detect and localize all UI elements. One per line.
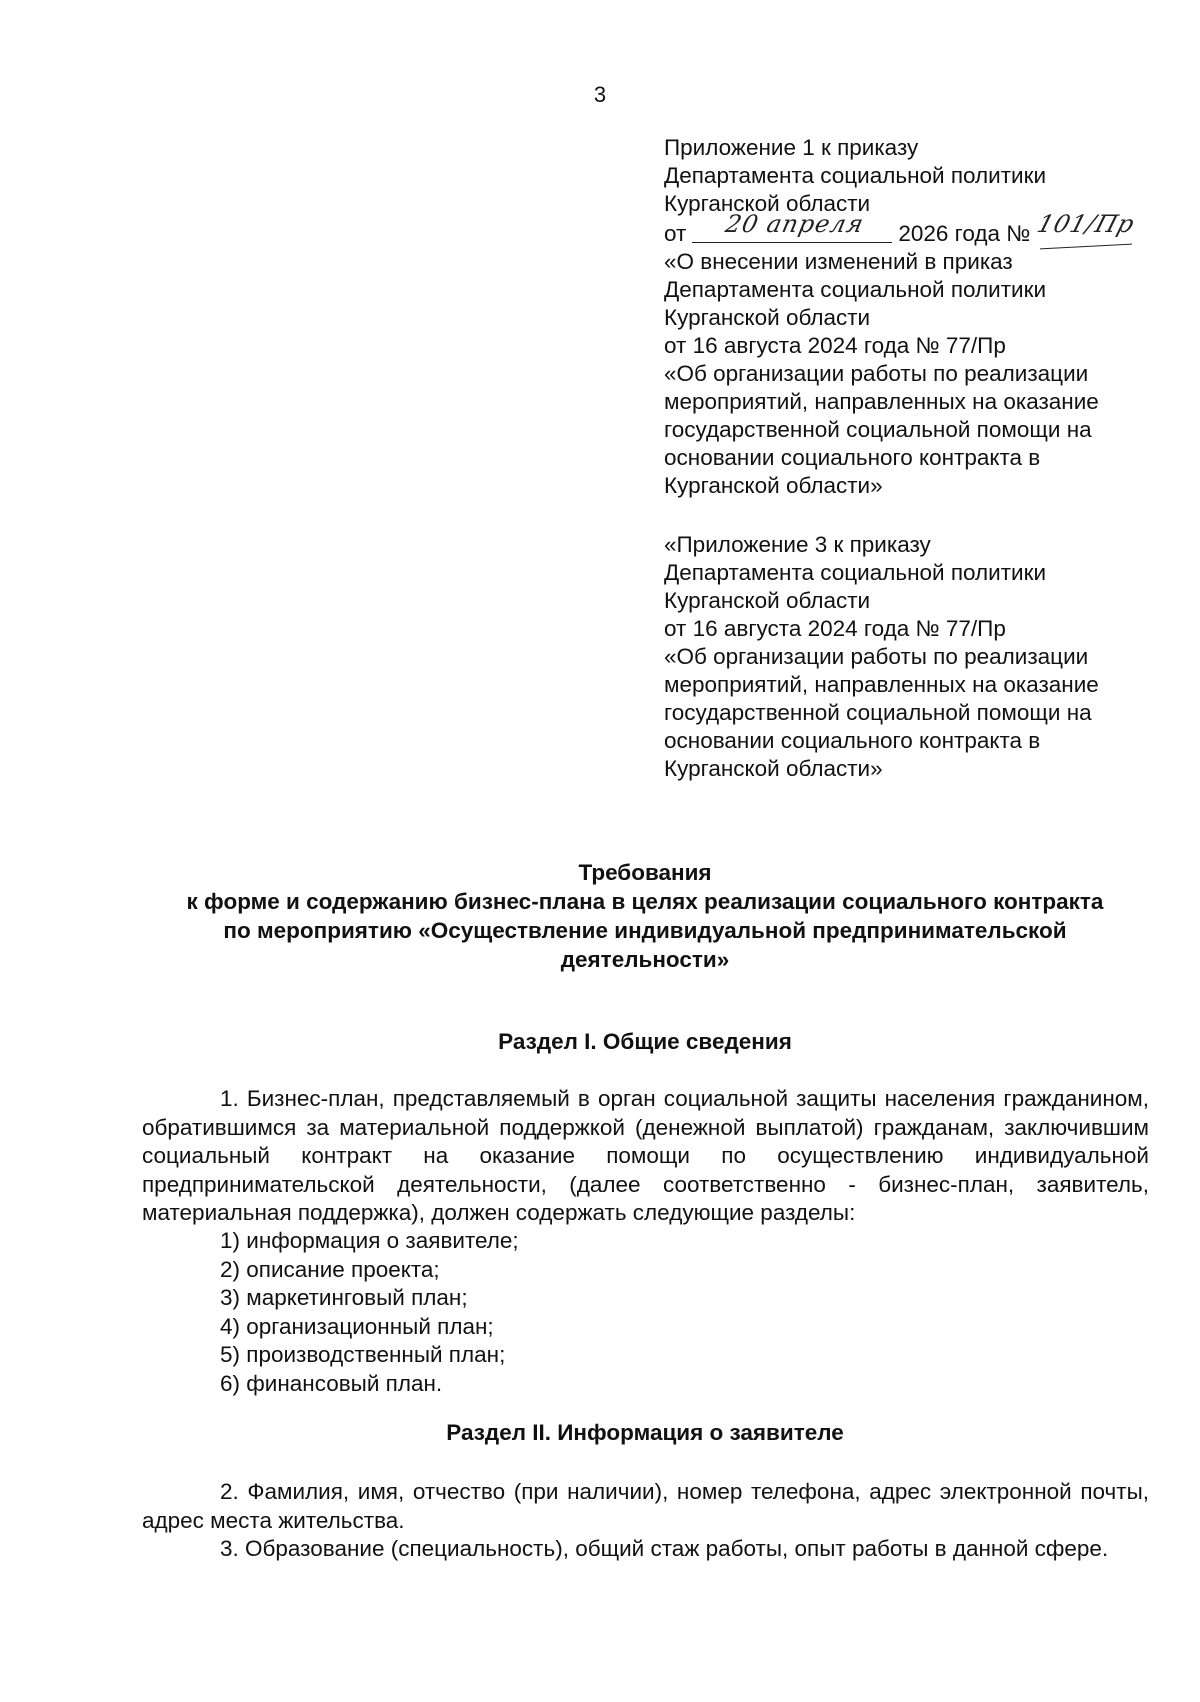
appendix-3-line: Курганской области [664, 588, 871, 613]
title-line: деятельности» [560, 947, 730, 972]
appendix-1-line: Департамента социальной политики [664, 277, 1047, 302]
appendix-1-line: Курганской области [664, 191, 871, 216]
appendix-1-line: Приложение 1 к приказу [664, 135, 919, 160]
list-item: 6) финансовый план. [220, 1370, 443, 1396]
handwritten-order-number-text: 101/Пр [1034, 210, 1139, 238]
appendix-3-line: от 16 августа 2024 года № 77/Пр [664, 616, 1006, 641]
appendix-1-date-line [664, 210, 1164, 248]
title-line: по мероприятию «Осуществление индивидуальной предпринимательской [223, 918, 1067, 943]
paragraph-1: 1. Бизнес-план, представляемый в орган социальной защиты населения гражданином, обратившимся за материальной поддержкой (денежной выплатой) гражданам, заключившим социальный контракт на оказание помощи по осуществлению индивидуальной предпринимательской деятельности, (далее соответственно - бизнес-план, заявитель, материальная поддержка), должен содержать следующие разделы: [142, 1086, 1149, 1225]
section-1-heading: Раздел I. Общие сведения [498, 1029, 792, 1054]
appendix-1-line: Курганской области [664, 305, 871, 330]
date-prefix: от [664, 221, 687, 246]
appendix-3-line: «Приложение 3 к приказу [664, 532, 931, 557]
appendix-3-line: основании социального контракта в [664, 728, 1041, 753]
list-item: 1) информация о заявителе; [220, 1228, 519, 1253]
paragraph-2: 2. Фамилия, имя, отчество (при наличии), номер телефона, адрес электронной почты, адрес места жительства. [142, 1479, 1149, 1533]
appendix-1-line: Департамента социальной политики [664, 163, 1047, 188]
handwritten-date [692, 210, 892, 243]
appendix-3-line: Курганской области» [664, 756, 883, 781]
document-title [130, 858, 1160, 974]
appendix-3-line: мероприятий, направленных на оказание [664, 672, 1099, 697]
appendix-3-line: государственной социальной помощи на [664, 700, 1092, 725]
list-item: 5) производственный план; [220, 1342, 506, 1367]
appendix-3-line: «Об организации работы по реализации [664, 644, 1089, 669]
appendix-1-line: основании социального контракта в [664, 445, 1041, 470]
paragraph-3: 3. Образование (специальность), общий стаж работы, опыт работы в данной сфере. [220, 1536, 1109, 1561]
sections-list [220, 1227, 519, 1398]
appendix-1-line: государственной социальной помощи на [664, 417, 1092, 442]
appendix-1-line: мероприятий, направленных на оказание [664, 389, 1099, 414]
appendix-1-line: «О внесении изменений в приказ [664, 249, 1013, 274]
appendix-1-line: от 16 августа 2024 года № 77/Пр [664, 333, 1006, 358]
handwritten-date-text: 20 апреля [723, 210, 867, 238]
list-item: 2) описание проекта; [220, 1256, 440, 1282]
appendix-3-header [664, 531, 1164, 783]
date-year-text: 2026 года № [898, 221, 1031, 246]
appendix-1-line: «Об организации работы по реализации [664, 361, 1089, 386]
handwritten-order-number [1034, 210, 1139, 245]
title-line: Требования [578, 860, 712, 885]
appendix-1-line: Курганской области» [664, 473, 883, 498]
section-2-heading: Раздел II. Информация о заявителе [446, 1420, 844, 1445]
list-item: 4) организационный план; [220, 1313, 494, 1339]
list-item: 3) маркетинговый план; [220, 1285, 468, 1310]
title-line: к форме и содержанию бизнес-плана в целях реализации социального контракта [186, 889, 1104, 914]
page-number: 3 [593, 82, 607, 107]
appendix-3-line: Департамента социальной политики [664, 560, 1047, 585]
appendix-1-header [664, 134, 1164, 500]
